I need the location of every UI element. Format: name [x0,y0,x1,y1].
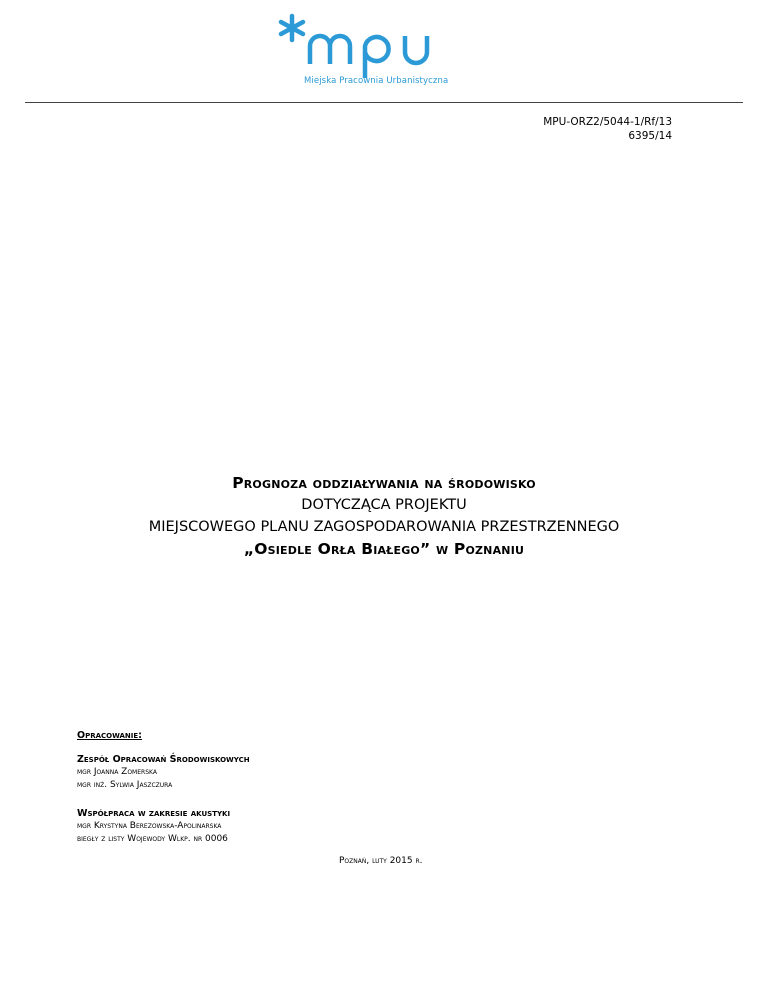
team-member: mgr Krystyna Berezowska-Apolinarska [77,821,222,831]
title-line-3: MIEJSCOWEGO PLANU ZAGOSPODAROWANIA PRZESTRZENNEGO [148,519,620,535]
mpu-logo-graphic [270,12,470,82]
title-line-4: „Osiedle Orła Białego” w Poznaniu [243,540,525,558]
reference-number-primary: MPU-ORZ2/5044-1/Rf/13 [543,116,672,128]
reference-number-secondary: 6395/14 [628,130,672,142]
credits-section [77,729,250,846]
credits-heading: Opracowanie: [77,730,142,741]
mpu-logo [270,12,470,94]
title-line-1: Prognoza oddziaływania na środowisko [232,474,536,492]
team-member: biegły z listy Wojewody Wlkp. nr 0006 [77,834,228,844]
team-member: mgr Joanna Zomerska [77,767,157,777]
logo-subtitle: Miejska Pracownia Urbanistyczna [304,76,449,86]
title-line-2: DOTYCZĄCA PROJEKTU [301,497,467,513]
place-date: Poznań, luty 2015 r. [339,856,423,866]
team-member: mgr inż. Sylwia Jaszczura [77,780,173,790]
reference-numbers [543,115,672,143]
team-environmental: Zespół Opracowań Środowiskowych [77,754,250,765]
header-divider [25,102,743,103]
team-acoustics: Współpraca w zakresie akustyki [77,808,231,819]
document-title [0,472,768,560]
